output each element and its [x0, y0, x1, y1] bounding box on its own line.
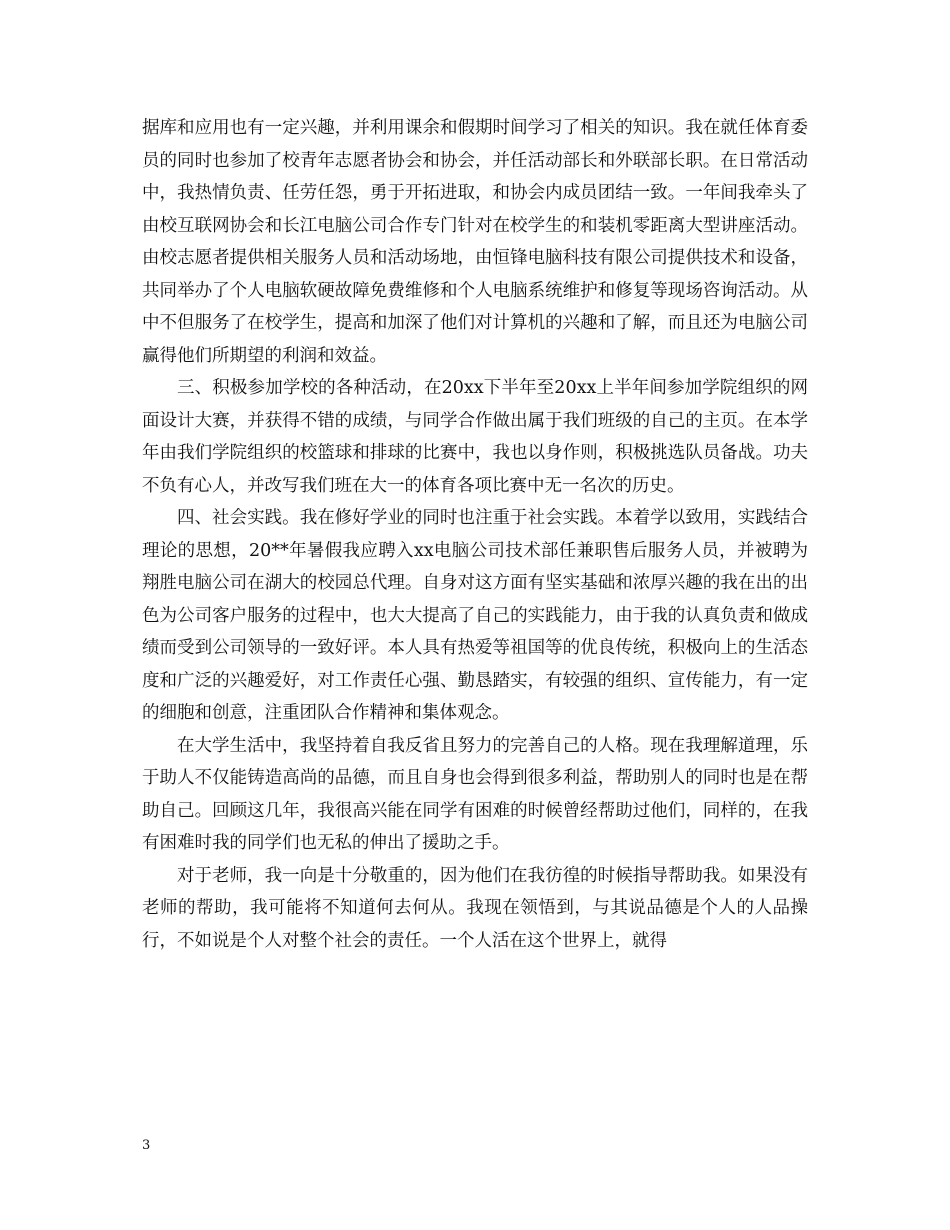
document-body	[142, 112, 808, 957]
paragraph-continuation: 据库和应用也有一定兴趣，并利用课余和假期时间学习了相关的知识。我在就任体育委员的同时也参加了校青年志愿者协会和协会，并任活动部长和外联部长职。在日常活动中，我热情负责、任劳任怨，勇于开拓进取，和协会内成员团结一致。一年间我牵头了由校互联网协会和长江电脑公司合作专门针对在校学生的和装机零距离大型讲座活动。由校志愿者提供相关服务人员和活动场地，由恒锋电脑科技有限公司提供技术和设备，共同举办了个人电脑软硬故障免费维修和个人电脑系统维护和修复等现场咨询活动。从中不但服务了在校学生，提高和加深了他们对计算机的兴趣和了解，而且还为电脑公司赢得他们所期望的利润和效益。	[142, 118, 808, 366]
paragraph-social-practice: 四、社会实践。我在修好学业的同时也注重于社会实践。本着学以致用，实践结合理论的思想，20**年暑假我应聘入xx电脑公司技术部任兼职售后服务人员，并被聘为翔胜电脑公司在湖大的校园总代理。自身对这方面有坚实基础和浓厚兴趣的我在出的出色为公司客户服务的过程中，也大大提高了自己的实践能力，由于我的认真负责和做成绩而受到公司领导的一致好评。本人具有热爱等祖国等的优良传统，积极向上的生活态度和广泛的兴趣爱好，对工作责任心强、勤恳踏实，有较强的组织、宣传能力，有一定的细胞和创意，注重团队合作精神和集体观念。	[142, 508, 808, 723]
paragraph-university-life: 在大学生活中，我坚持着自我反省且努力的完善自己的人格。现在我理解道理，乐于助人不仅能铸造高尚的品德，而且自身也会得到很多利益，帮助别人的同时也是在帮助自己。回顾这几年，我很高兴能在同学有困难的时候曾经帮助过他们，同样的，在我有困难时我的同学们也无私的伸出了援助之手。	[142, 735, 808, 853]
paragraph-school-activities: 三、积极参加学校的各种活动，在20xx下半年至20xx上半年间参加学院组织的网面设计大赛，并获得不错的成绩，与同学合作做出属于我们班级的自己的主页。在本学年由我们学院组织的校篮球和排球的比赛中，我也以身作则，积极挑选队员备战。功夫不负有心人，并改写我们班在大一的体育各项比赛中无一名次的历史。	[142, 378, 808, 496]
page-number: 3	[142, 1138, 151, 1153]
paragraph-teachers: 对于老师，我一向是十分敬重的，因为他们在我彷徨的时候指导帮助我。如果没有老师的帮助，我可能将不知道何去何从。我现在领悟到，与其说品德是个人的人品操行，不如说是个人对整个社会的责任。一个人活在这个世界上，就得	[142, 865, 808, 951]
